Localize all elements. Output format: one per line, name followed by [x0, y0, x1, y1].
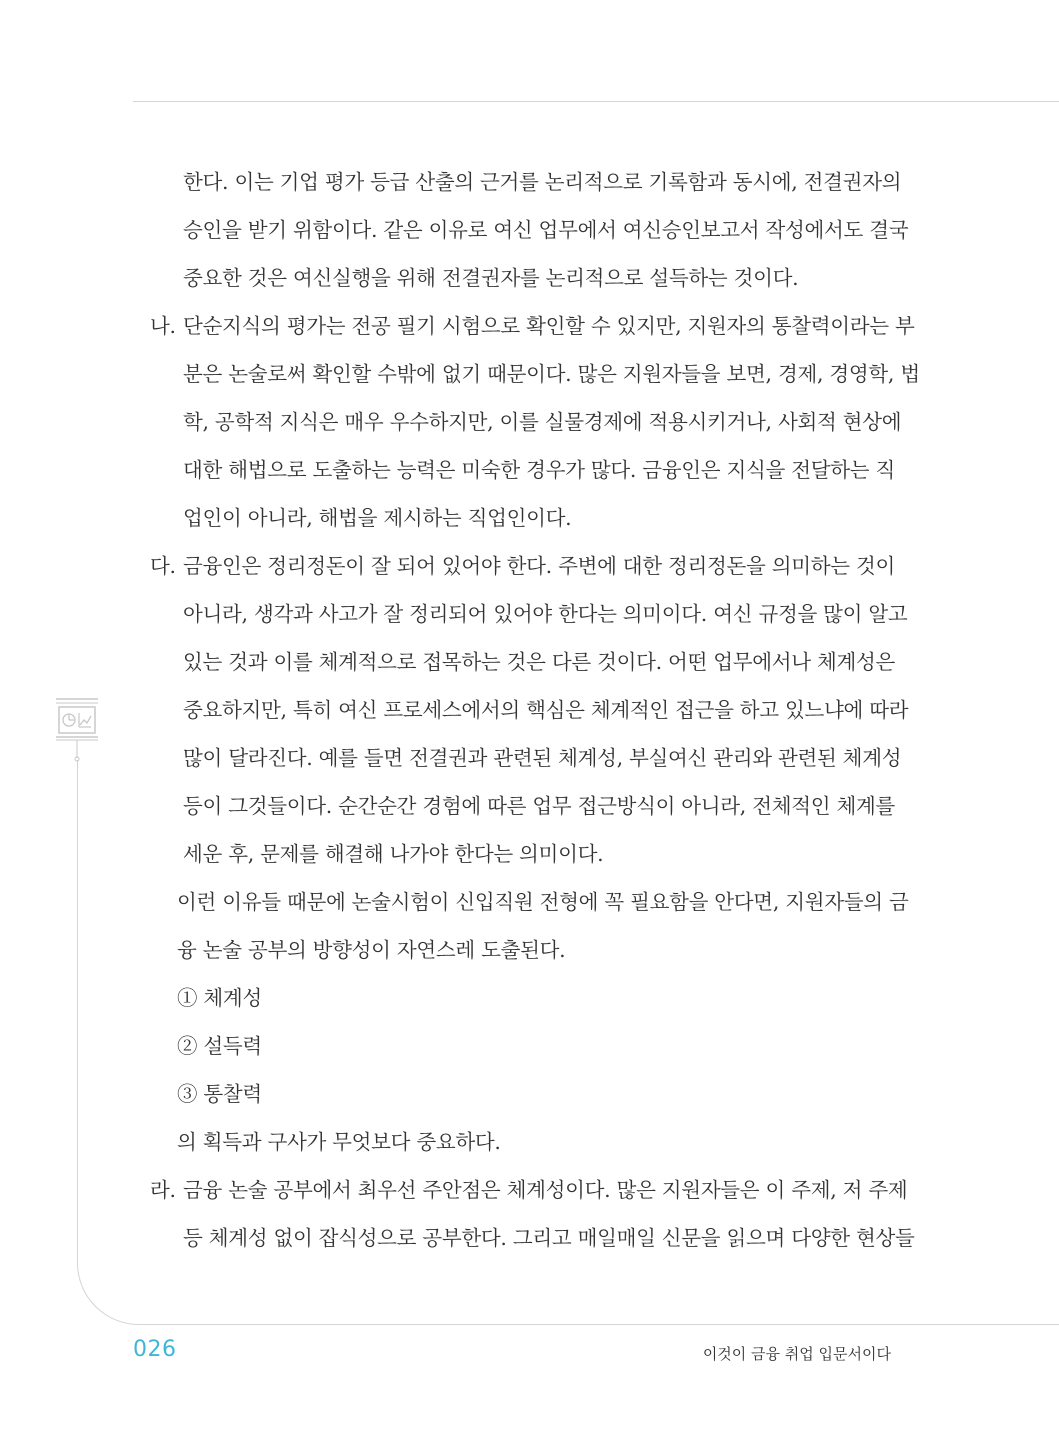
body-text [140, 158, 920, 1262]
page-number: 026 [133, 1337, 177, 1362]
text-line [140, 1166, 908, 1214]
text-line [140, 542, 900, 590]
line-text: 금융 논술 공부에서 최우선 주안점은 체계성이다. 많은 지원자들은 이 주제, 저 주제 [183, 1178, 908, 1202]
line-text: 금융인은 정리정돈이 잘 되어 있어야 한다. 주변에 대한 정리정돈을 의미하는 것이 [183, 554, 895, 578]
text-line [140, 686, 909, 734]
text-line [140, 206, 909, 254]
text-line [140, 302, 915, 350]
line-text: 의 획득과 구사가 무엇보다 중요하다. [177, 1130, 501, 1154]
line-text: 중요한 것은 여신실행을 위해 전결권자를 논리적으로 설득하는 것이다. [183, 266, 799, 290]
line-text: 분은 논술로써 확인할 수밖에 없기 때문이다. 많은 지원자들을 보면, 경제, 경영학, 법 [183, 362, 920, 386]
item-marker: 다. [150, 554, 176, 578]
line-text: 등이 그것들이다. 순간순간 경험에 따른 업무 접근방식이 아니라, 전체적인 체계를 [183, 794, 895, 818]
line-text: 있는 것과 이를 체계적으로 접목하는 것은 다른 것이다. 어떤 업무에서나 체계성은 [183, 650, 895, 674]
text-line [140, 638, 900, 686]
line-text: 학, 공학적 지식은 매우 우수하지만, 이를 실물경제에 적용시키거나, 사회적 현상에 [183, 410, 902, 434]
line-text: 대한 해법으로 도출하는 능력은 미숙한 경우가 많다. 금융인은 지식을 전달하는 직 [183, 458, 895, 482]
line-text: 중요하지만, 특히 여신 프로세스에서의 핵심은 체계적인 접근을 하고 있느냐에 따라 [183, 698, 909, 722]
text-line [140, 1214, 915, 1262]
text-line [140, 1070, 900, 1118]
line-text: 이런 이유들 때문에 논술시험이 신입직원 전형에 꼭 필요함을 안다면, 지원자들의 금 [177, 890, 909, 914]
text-line [140, 254, 900, 302]
text-line [140, 878, 909, 926]
line-text: 업인이 아니라, 해법을 제시하는 직업인이다. [183, 506, 572, 530]
presentation-chart-icon [54, 696, 100, 762]
text-line [140, 734, 900, 782]
line-text: 승인을 받기 위함이다. 같은 이유로 여신 업무에서 여신승인보고서 작성에서도 결국 [183, 218, 909, 242]
text-line [140, 830, 900, 878]
line-text: ① 체계성 [177, 986, 262, 1010]
line-text: ② 설득력 [177, 1034, 262, 1058]
text-line [140, 1118, 900, 1166]
text-line [140, 974, 900, 1022]
text-line [140, 398, 900, 446]
line-text: 많이 달라진다. 예를 들면 전결권과 관련된 체계성, 부실여신 관리와 관련된 체계성 [183, 746, 902, 770]
line-text: 아니라, 생각과 사고가 잘 정리되어 있어야 한다는 의미이다. 여신 규정을 많이 알고 [183, 602, 908, 626]
item-marker: 라. [150, 1178, 176, 1202]
text-line [140, 926, 900, 974]
line-text: ③ 통찰력 [177, 1082, 262, 1106]
text-line [140, 590, 908, 638]
book-title: 이것이 금융 취업 입문서이다 [702, 1345, 891, 1363]
line-text: 단순지식의 평가는 전공 필기 시험으로 확인할 수 있지만, 지원자의 통찰력이라는 부 [183, 314, 915, 338]
text-line [140, 446, 900, 494]
text-line [140, 350, 920, 398]
line-text: 등 체계성 없이 잡식성으로 공부한다. 그리고 매일매일 신문을 읽으며 다양한 현상들 [183, 1226, 915, 1250]
text-line [140, 494, 900, 542]
line-text: 한다. 이는 기업 평가 등급 산출의 근거를 논리적으로 기록함과 동시에, 전결권자의 [183, 170, 902, 194]
text-line [140, 1022, 900, 1070]
item-marker: 나. [150, 314, 176, 338]
text-line [140, 782, 900, 830]
line-text: 세운 후, 문제를 해결해 나가야 한다는 의미이다. [183, 842, 604, 866]
text-line [140, 158, 900, 206]
line-text: 융 논술 공부의 방향성이 자연스레 도출된다. [177, 938, 566, 962]
top-divider [133, 101, 1059, 102]
